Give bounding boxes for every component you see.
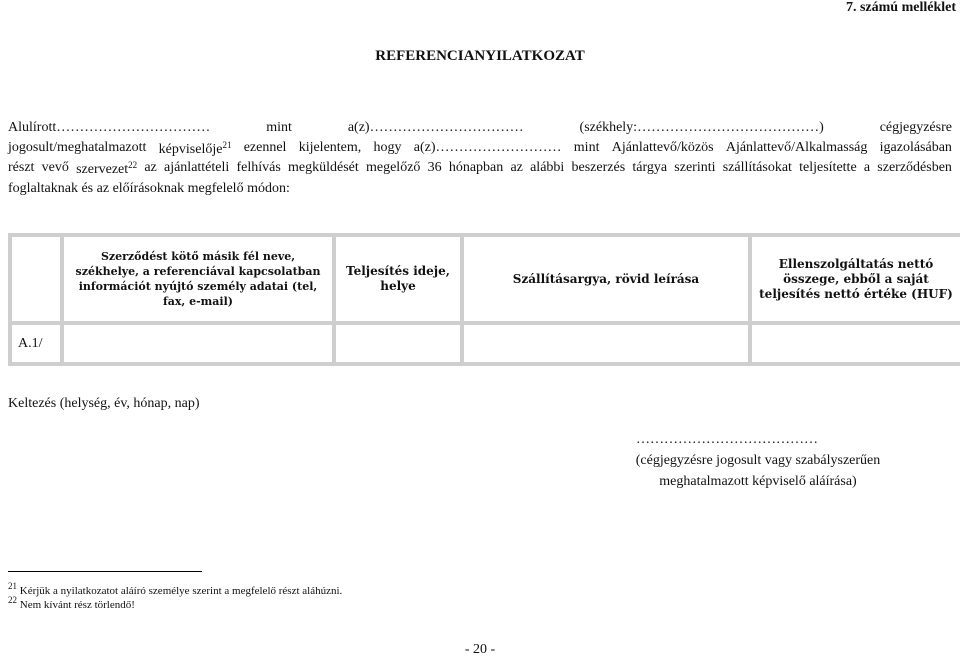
text-segment: a(z)…………………………… [347,120,524,135]
table-row [10,323,960,364]
table-header-cell: Ellenszolgáltatás nettó összege, ebből a saját teljesítés nettó értéke (HUF) [750,235,960,323]
signature-caption [620,450,896,492]
text-segment: az [510,160,523,175]
signature-caption-line: (cégjegyzésre jogosult vagy szabályszerűen [635,453,881,468]
table-header-cell: Szerződést kötő másik fél neve, székhelye, a referenciával kapcsolatban információt nyújtó személy adatai (tel, fax, e-mail) [62,235,334,323]
table-header-row [10,235,960,323]
text-segment: (székhely:…………………………………) [579,120,824,135]
text-segment: tárgya [632,160,668,175]
table-header-cell [10,235,62,323]
text-segment: beszerzés [571,160,626,175]
text-segment: szervezet$^{22}$ [76,160,138,177]
reference-table-container [8,233,960,366]
signature-line: ………………………………… [636,432,818,447]
page-number: - 20 - [464,642,496,657]
text-segment: Ajánlattevő/közös [611,140,714,155]
text-segment: részt [8,160,35,175]
text-segment: cégjegyzésre [879,120,952,135]
text-segment: megküldését [288,160,359,175]
declaration-line-4: foglaltaknak és az előírásoknak megfelelő módon: [8,181,290,196]
table-cell[interactable] [750,323,960,364]
footnote-2 [8,595,135,611]
text-segment: vevő [41,160,69,175]
text-segment: igazolásában [879,140,952,155]
text-segment: jogosult/meghatalmazott [8,140,147,155]
footnote-ref: 21 [222,140,232,150]
text-segment: mint [573,140,600,155]
declaration-line-3 [8,160,952,178]
footnote-ref: 22 [128,160,138,170]
text-segment: képviselője$^{21}$ [158,140,232,157]
table-cell[interactable] [462,323,750,364]
text-segment: szerinti [674,160,716,175]
declaration-line-2 [8,140,952,158]
annex-label: 7. számú melléklet [845,0,956,15]
date-label: Keltezés (helység, év, hónap, nap) [8,396,200,411]
signature-caption-line: meghatalmazott képviselő aláírása) [659,474,857,489]
text-segment: kijelentem, [298,140,362,155]
text-segment: ajánlattételi [163,160,230,175]
text-segment: 36 [427,160,442,175]
text-segment: Alulírott…………………………… [8,120,211,135]
text-segment: a [863,160,871,175]
footnote-mark: 21 [8,581,17,591]
table-header-cell: Teljesítés ideje, helye [334,235,462,323]
document-title: REFERENCIANYILATKOZAT [375,48,585,64]
text-segment: teljesítette [799,160,857,175]
text-segment: hónapban [448,160,504,175]
text-segment: hogy [373,140,402,155]
text-segment: az [144,160,157,175]
text-segment: a(z)……………………… [413,140,562,155]
text-segment: szállításokat [722,160,792,175]
footnote-text: Nem kívánt rész törlendő! [17,599,135,611]
text-segment: felhívás [236,160,281,175]
text-segment: szerződésben [877,160,952,175]
declaration-line-1 [8,120,952,136]
text-segment: mint [266,120,292,135]
footnote-mark: 22 [8,595,17,605]
table-cell[interactable] [334,323,462,364]
footnote-separator [8,571,202,572]
text-segment: ezennel [243,140,287,155]
text-segment: megelőző [365,160,421,175]
footnote-text: Kérjük a nyilatkozatot aláíró személye szerint a megfelelő részt aláhúzni. [17,585,343,597]
row-label: A.1/ [10,323,62,364]
table-cell[interactable] [62,323,334,364]
text-segment: alábbi [530,160,565,175]
table-header-cell: Szállításargya, rövid leírása [462,235,750,323]
reference-table [8,233,960,366]
text-segment: Ajánlattevő/Alkalmasság [725,140,868,155]
